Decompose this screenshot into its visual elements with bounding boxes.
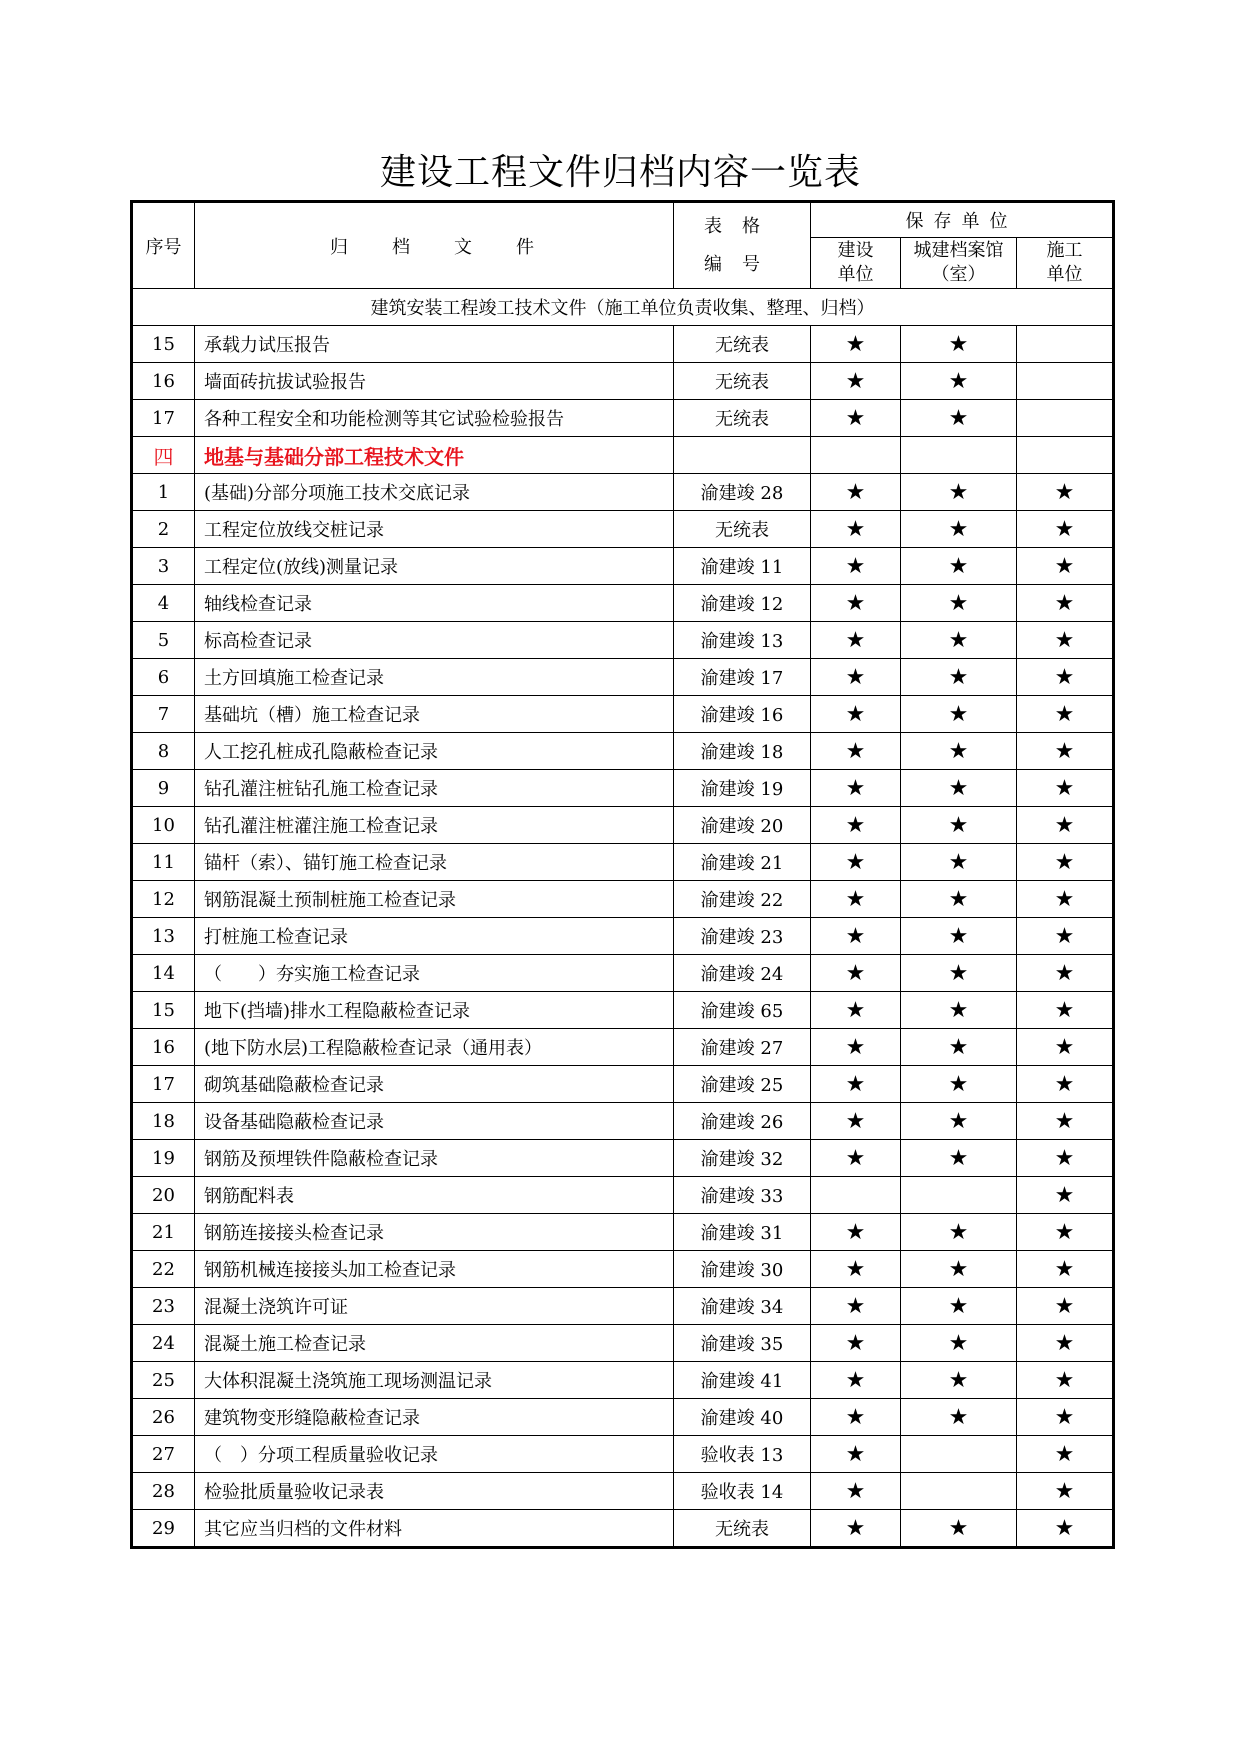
row-form-code: 渝建竣 19: [674, 770, 811, 807]
archive-table-body: [132, 202, 1114, 1548]
table-row: [132, 585, 1114, 622]
header-code: [674, 202, 811, 289]
row-mark-archive: ★: [901, 733, 1017, 770]
row-form-code: 渝建竣 13: [674, 622, 811, 659]
row-form-code: 渝建竣 16: [674, 696, 811, 733]
row-document-name: 工程定位(放线)测量记录: [195, 548, 674, 585]
row-form-code: 无统表: [674, 511, 811, 548]
section-title-row: [132, 289, 1114, 326]
row-mark-construction-unit: ★: [1017, 1510, 1114, 1548]
row-document-name: 混凝土浇筑许可证: [195, 1288, 674, 1325]
row-number: 3: [132, 548, 195, 585]
row-number: 6: [132, 659, 195, 696]
row-form-code: 渝建竣 34: [674, 1288, 811, 1325]
row-mark-build-unit: ★: [811, 696, 901, 733]
row-mark-archive: ★: [901, 548, 1017, 585]
table-row: [132, 363, 1114, 400]
table-row: [132, 1288, 1114, 1325]
row-document-name: 钢筋连接接头检查记录: [195, 1214, 674, 1251]
row-number: 1: [132, 474, 195, 511]
row-mark-build-unit: ★: [811, 1029, 901, 1066]
header-unit-build-2: 单位: [837, 264, 874, 285]
row-mark-build-unit: ★: [811, 1473, 901, 1510]
row-mark-build-unit: ★: [811, 918, 901, 955]
header-row: [132, 202, 1114, 238]
row-number: 28: [132, 1473, 195, 1510]
table-row: [132, 1214, 1114, 1251]
row-mark-construction-unit: ★: [1017, 585, 1114, 622]
row-form-code: 渝建竣 30: [674, 1251, 811, 1288]
row-number: 19: [132, 1140, 195, 1177]
row-number: 23: [132, 1288, 195, 1325]
row-form-code: 渝建竣 18: [674, 733, 811, 770]
row-mark-build-unit: ★: [811, 1510, 901, 1548]
row-mark-construction-unit: ★: [1017, 511, 1114, 548]
row-document-name: 砌筑基础隐蔽检查记录: [195, 1066, 674, 1103]
row-mark-build-unit: ★: [811, 326, 901, 363]
row-document-name: 基础坑（槽）施工检查记录: [195, 696, 674, 733]
row-mark-build-unit: ★: [811, 363, 901, 400]
row-number: 20: [132, 1177, 195, 1214]
row-mark-build-unit: ★: [811, 585, 901, 622]
subsection-row: [132, 437, 1114, 474]
row-mark-build-unit: ★: [811, 1288, 901, 1325]
row-form-code: 渝建竣 12: [674, 585, 811, 622]
row-form-code: 渝建竣 26: [674, 1103, 811, 1140]
row-mark-archive: ★: [901, 1325, 1017, 1362]
table-row: [132, 918, 1114, 955]
row-number: 10: [132, 807, 195, 844]
row-document-name: 工程定位放线交桩记录: [195, 511, 674, 548]
row-number: 11: [132, 844, 195, 881]
row-number: 13: [132, 918, 195, 955]
row-mark-archive: ★: [901, 1362, 1017, 1399]
table-row: [132, 1436, 1114, 1473]
row-mark-archive: ★: [901, 696, 1017, 733]
row-number: 4: [132, 585, 195, 622]
row-form-code: 渝建竣 35: [674, 1325, 811, 1362]
header-seq: 序号: [132, 202, 195, 289]
row-mark-build-unit: ★: [811, 548, 901, 585]
row-mark-construction-unit: ★: [1017, 807, 1114, 844]
row-form-code: 渝建竣 21: [674, 844, 811, 881]
row-mark-build-unit: ★: [811, 1066, 901, 1103]
header-code-line1: 表格: [704, 215, 780, 237]
row-mark-construction-unit: ★: [1017, 1214, 1114, 1251]
header-doc: 归档文件: [195, 202, 674, 289]
row-mark-build-unit: ★: [811, 955, 901, 992]
table-row: [132, 1029, 1114, 1066]
row-mark-construction-unit: ★: [1017, 955, 1114, 992]
row-number: 17: [132, 400, 195, 437]
row-mark-build-unit: ★: [811, 1251, 901, 1288]
row-mark-construction-unit: ★: [1017, 844, 1114, 881]
row-form-code: 渝建竣 23: [674, 918, 811, 955]
table-row: [132, 1140, 1114, 1177]
row-mark-construction-unit: [1017, 363, 1114, 400]
row-document-name: （ ）夯实施工检查记录: [195, 955, 674, 992]
row-form-code: 渝建竣 27: [674, 1029, 811, 1066]
row-number: 18: [132, 1103, 195, 1140]
row-form-code: 渝建竣 33: [674, 1177, 811, 1214]
row-mark-build-unit: ★: [811, 992, 901, 1029]
empty-cell: [674, 437, 811, 474]
row-number: 12: [132, 881, 195, 918]
row-document-name: 各种工程安全和功能检测等其它试验检验报告: [195, 400, 674, 437]
page-title: 建设工程文件归档内容一览表: [379, 152, 861, 193]
row-document-name: (地下防水层)工程隐蔽检查记录（通用表）: [195, 1029, 674, 1066]
row-document-name: 钢筋配料表: [195, 1177, 674, 1214]
row-mark-construction-unit: ★: [1017, 1251, 1114, 1288]
row-mark-construction-unit: ★: [1017, 1177, 1114, 1214]
row-mark-archive: ★: [901, 474, 1017, 511]
row-number: 29: [132, 1510, 195, 1548]
row-mark-archive: ★: [901, 400, 1017, 437]
row-mark-archive: ★: [901, 1066, 1017, 1103]
table-row: [132, 548, 1114, 585]
header-unit-archive-2: （室）: [931, 264, 986, 285]
row-mark-build-unit: ★: [811, 1362, 901, 1399]
row-mark-construction-unit: ★: [1017, 733, 1114, 770]
empty-cell: [1017, 437, 1114, 474]
row-mark-archive: ★: [901, 622, 1017, 659]
archive-table: [130, 200, 1115, 1549]
row-mark-construction-unit: [1017, 326, 1114, 363]
row-form-code: 渝建竣 28: [674, 474, 811, 511]
row-mark-archive: ★: [901, 881, 1017, 918]
row-number: 24: [132, 1325, 195, 1362]
row-mark-construction-unit: ★: [1017, 1103, 1114, 1140]
row-mark-archive: ★: [901, 918, 1017, 955]
header-unit-archive: [901, 238, 1017, 289]
row-mark-build-unit: ★: [811, 400, 901, 437]
row-form-code: 渝建竣 17: [674, 659, 811, 696]
row-mark-build-unit: ★: [811, 770, 901, 807]
row-document-name: 人工挖孔桩成孔隐蔽检查记录: [195, 733, 674, 770]
row-form-code: 无统表: [674, 363, 811, 400]
row-form-code: 验收表 13: [674, 1436, 811, 1473]
table-row: [132, 1510, 1114, 1548]
row-number: 22: [132, 1251, 195, 1288]
empty-cell: [811, 437, 901, 474]
header-code-line2: 编号: [704, 253, 780, 275]
row-mark-build-unit: ★: [811, 474, 901, 511]
row-form-code: 渝建竣 11: [674, 548, 811, 585]
row-mark-construction-unit: ★: [1017, 659, 1114, 696]
row-number: 9: [132, 770, 195, 807]
row-form-code: 渝建竣 24: [674, 955, 811, 992]
header-unit-build: [811, 238, 901, 289]
row-mark-construction-unit: ★: [1017, 1325, 1114, 1362]
row-mark-construction-unit: ★: [1017, 622, 1114, 659]
row-mark-build-unit: [811, 1177, 901, 1214]
row-document-name: 钢筋机械连接接头加工检查记录: [195, 1251, 674, 1288]
row-mark-construction-unit: ★: [1017, 1066, 1114, 1103]
row-mark-archive: ★: [901, 1251, 1017, 1288]
row-document-name: 锚杆（索）、锚钉施工检查记录: [195, 844, 674, 881]
subsection-number: 四: [132, 437, 195, 474]
row-mark-archive: [901, 1436, 1017, 1473]
row-document-name: 土方回填施工检查记录: [195, 659, 674, 696]
row-form-code: 渝建竣 32: [674, 1140, 811, 1177]
row-mark-build-unit: ★: [811, 733, 901, 770]
row-form-code: 无统表: [674, 400, 811, 437]
row-mark-archive: [901, 1177, 1017, 1214]
row-document-name: 钻孔灌注桩钻孔施工检查记录: [195, 770, 674, 807]
table-row: [132, 1325, 1114, 1362]
row-number: 16: [132, 363, 195, 400]
table-row: [132, 844, 1114, 881]
row-mark-archive: ★: [901, 770, 1017, 807]
row-mark-construction-unit: ★: [1017, 918, 1114, 955]
table-row: [132, 955, 1114, 992]
row-document-name: （ ）分项工程质量验收记录: [195, 1436, 674, 1473]
table-row: [132, 1066, 1114, 1103]
row-mark-construction-unit: ★: [1017, 881, 1114, 918]
row-number: 17: [132, 1066, 195, 1103]
row-form-code: 渝建竣 25: [674, 1066, 811, 1103]
row-form-code: 渝建竣 65: [674, 992, 811, 1029]
table-row: [132, 659, 1114, 696]
row-document-name: 钢筋混凝土预制桩施工检查记录: [195, 881, 674, 918]
row-form-code: 渝建竣 20: [674, 807, 811, 844]
row-document-name: 打桩施工检查记录: [195, 918, 674, 955]
row-mark-construction-unit: [1017, 400, 1114, 437]
row-mark-build-unit: ★: [811, 1214, 901, 1251]
row-mark-build-unit: ★: [811, 1436, 901, 1473]
row-form-code: 验收表 14: [674, 1473, 811, 1510]
row-mark-construction-unit: ★: [1017, 474, 1114, 511]
row-mark-build-unit: ★: [811, 1103, 901, 1140]
table-row: [132, 474, 1114, 511]
row-document-name: 墙面砖抗拔试验报告: [195, 363, 674, 400]
row-mark-construction-unit: ★: [1017, 1436, 1114, 1473]
table-row: [132, 1177, 1114, 1214]
row-number: 15: [132, 992, 195, 1029]
row-mark-construction-unit: ★: [1017, 1288, 1114, 1325]
row-document-name: 设备基础隐蔽检查记录: [195, 1103, 674, 1140]
header-unit-constr-1: 施工: [1046, 240, 1083, 261]
table-row: [132, 326, 1114, 363]
row-mark-construction-unit: ★: [1017, 770, 1114, 807]
row-mark-archive: ★: [901, 1029, 1017, 1066]
row-mark-construction-unit: ★: [1017, 1473, 1114, 1510]
header-unit-constr-2: 单位: [1046, 264, 1083, 285]
row-document-name: 建筑物变形缝隐蔽检查记录: [195, 1399, 674, 1436]
row-mark-construction-unit: ★: [1017, 1399, 1114, 1436]
row-mark-build-unit: ★: [811, 844, 901, 881]
row-mark-archive: ★: [901, 1140, 1017, 1177]
table-row: [132, 696, 1114, 733]
row-mark-build-unit: ★: [811, 511, 901, 548]
row-mark-archive: ★: [901, 511, 1017, 548]
row-form-code: 渝建竣 31: [674, 1214, 811, 1251]
row-mark-construction-unit: ★: [1017, 1362, 1114, 1399]
header-storage: 保存单位: [811, 202, 1114, 238]
row-document-name: (基础)分部分项施工技术交底记录: [195, 474, 674, 511]
row-document-name: 混凝土施工检查记录: [195, 1325, 674, 1362]
row-mark-archive: ★: [901, 659, 1017, 696]
row-form-code: 无统表: [674, 326, 811, 363]
row-number: 7: [132, 696, 195, 733]
subsection-title: 地基与基础分部工程技术文件: [195, 437, 674, 474]
row-document-name: 标高检查记录: [195, 622, 674, 659]
row-mark-archive: ★: [901, 363, 1017, 400]
row-number: 16: [132, 1029, 195, 1066]
row-number: 26: [132, 1399, 195, 1436]
row-mark-build-unit: ★: [811, 881, 901, 918]
row-mark-build-unit: ★: [811, 659, 901, 696]
row-number: 5: [132, 622, 195, 659]
table-row: [132, 1473, 1114, 1510]
row-document-name: 其它应当归档的文件材料: [195, 1510, 674, 1548]
row-mark-build-unit: ★: [811, 807, 901, 844]
table-row: [132, 1399, 1114, 1436]
row-number: 8: [132, 733, 195, 770]
table-row: [132, 770, 1114, 807]
row-mark-build-unit: ★: [811, 1140, 901, 1177]
row-mark-build-unit: ★: [811, 1325, 901, 1362]
row-mark-construction-unit: ★: [1017, 1140, 1114, 1177]
row-document-name: 钻孔灌注桩灌注施工检查记录: [195, 807, 674, 844]
row-mark-archive: ★: [901, 1214, 1017, 1251]
row-document-name: 大体积混凝土浇筑施工现场测温记录: [195, 1362, 674, 1399]
row-document-name: 检验批质量验收记录表: [195, 1473, 674, 1510]
row-form-code: 渝建竣 22: [674, 881, 811, 918]
row-document-name: 地下(挡墙)排水工程隐蔽检查记录: [195, 992, 674, 1029]
row-number: 25: [132, 1362, 195, 1399]
row-mark-construction-unit: ★: [1017, 1029, 1114, 1066]
table-row: [132, 807, 1114, 844]
row-mark-archive: ★: [901, 326, 1017, 363]
row-number: 27: [132, 1436, 195, 1473]
row-mark-archive: ★: [901, 955, 1017, 992]
row-mark-build-unit: ★: [811, 622, 901, 659]
row-mark-archive: ★: [901, 1288, 1017, 1325]
table-row: [132, 1251, 1114, 1288]
row-mark-archive: ★: [901, 1510, 1017, 1548]
header-unit-constr: [1017, 238, 1114, 289]
table-row: [132, 1103, 1114, 1140]
table-row: [132, 400, 1114, 437]
table-row: [132, 992, 1114, 1029]
header-unit-archive-1: 城建档案馆: [913, 240, 1004, 261]
row-number: 14: [132, 955, 195, 992]
table-row: [132, 511, 1114, 548]
row-number: 21: [132, 1214, 195, 1251]
section-title: 建筑安装工程竣工技术文件（施工单位负责收集、整理、归档）: [132, 289, 1114, 326]
row-form-code: 无统表: [674, 1510, 811, 1548]
table-row: [132, 622, 1114, 659]
row-mark-build-unit: ★: [811, 1399, 901, 1436]
row-mark-archive: ★: [901, 585, 1017, 622]
table-row: [132, 733, 1114, 770]
row-mark-construction-unit: ★: [1017, 992, 1114, 1029]
row-document-name: 钢筋及预埋铁件隐蔽检查记录: [195, 1140, 674, 1177]
table-row: [132, 1362, 1114, 1399]
row-number: 15: [132, 326, 195, 363]
row-mark-archive: ★: [901, 992, 1017, 1029]
row-form-code: 渝建竣 41: [674, 1362, 811, 1399]
header-unit-build-1: 建设: [837, 240, 874, 261]
table-row: [132, 881, 1114, 918]
row-form-code: 渝建竣 40: [674, 1399, 811, 1436]
row-mark-archive: ★: [901, 1103, 1017, 1140]
row-document-name: 轴线检查记录: [195, 585, 674, 622]
row-mark-construction-unit: ★: [1017, 696, 1114, 733]
row-mark-archive: ★: [901, 844, 1017, 881]
row-document-name: 承载力试压报告: [195, 326, 674, 363]
row-mark-archive: ★: [901, 807, 1017, 844]
row-mark-construction-unit: ★: [1017, 548, 1114, 585]
row-mark-archive: ★: [901, 1399, 1017, 1436]
row-number: 2: [132, 511, 195, 548]
row-mark-archive: [901, 1473, 1017, 1510]
empty-cell: [901, 437, 1017, 474]
